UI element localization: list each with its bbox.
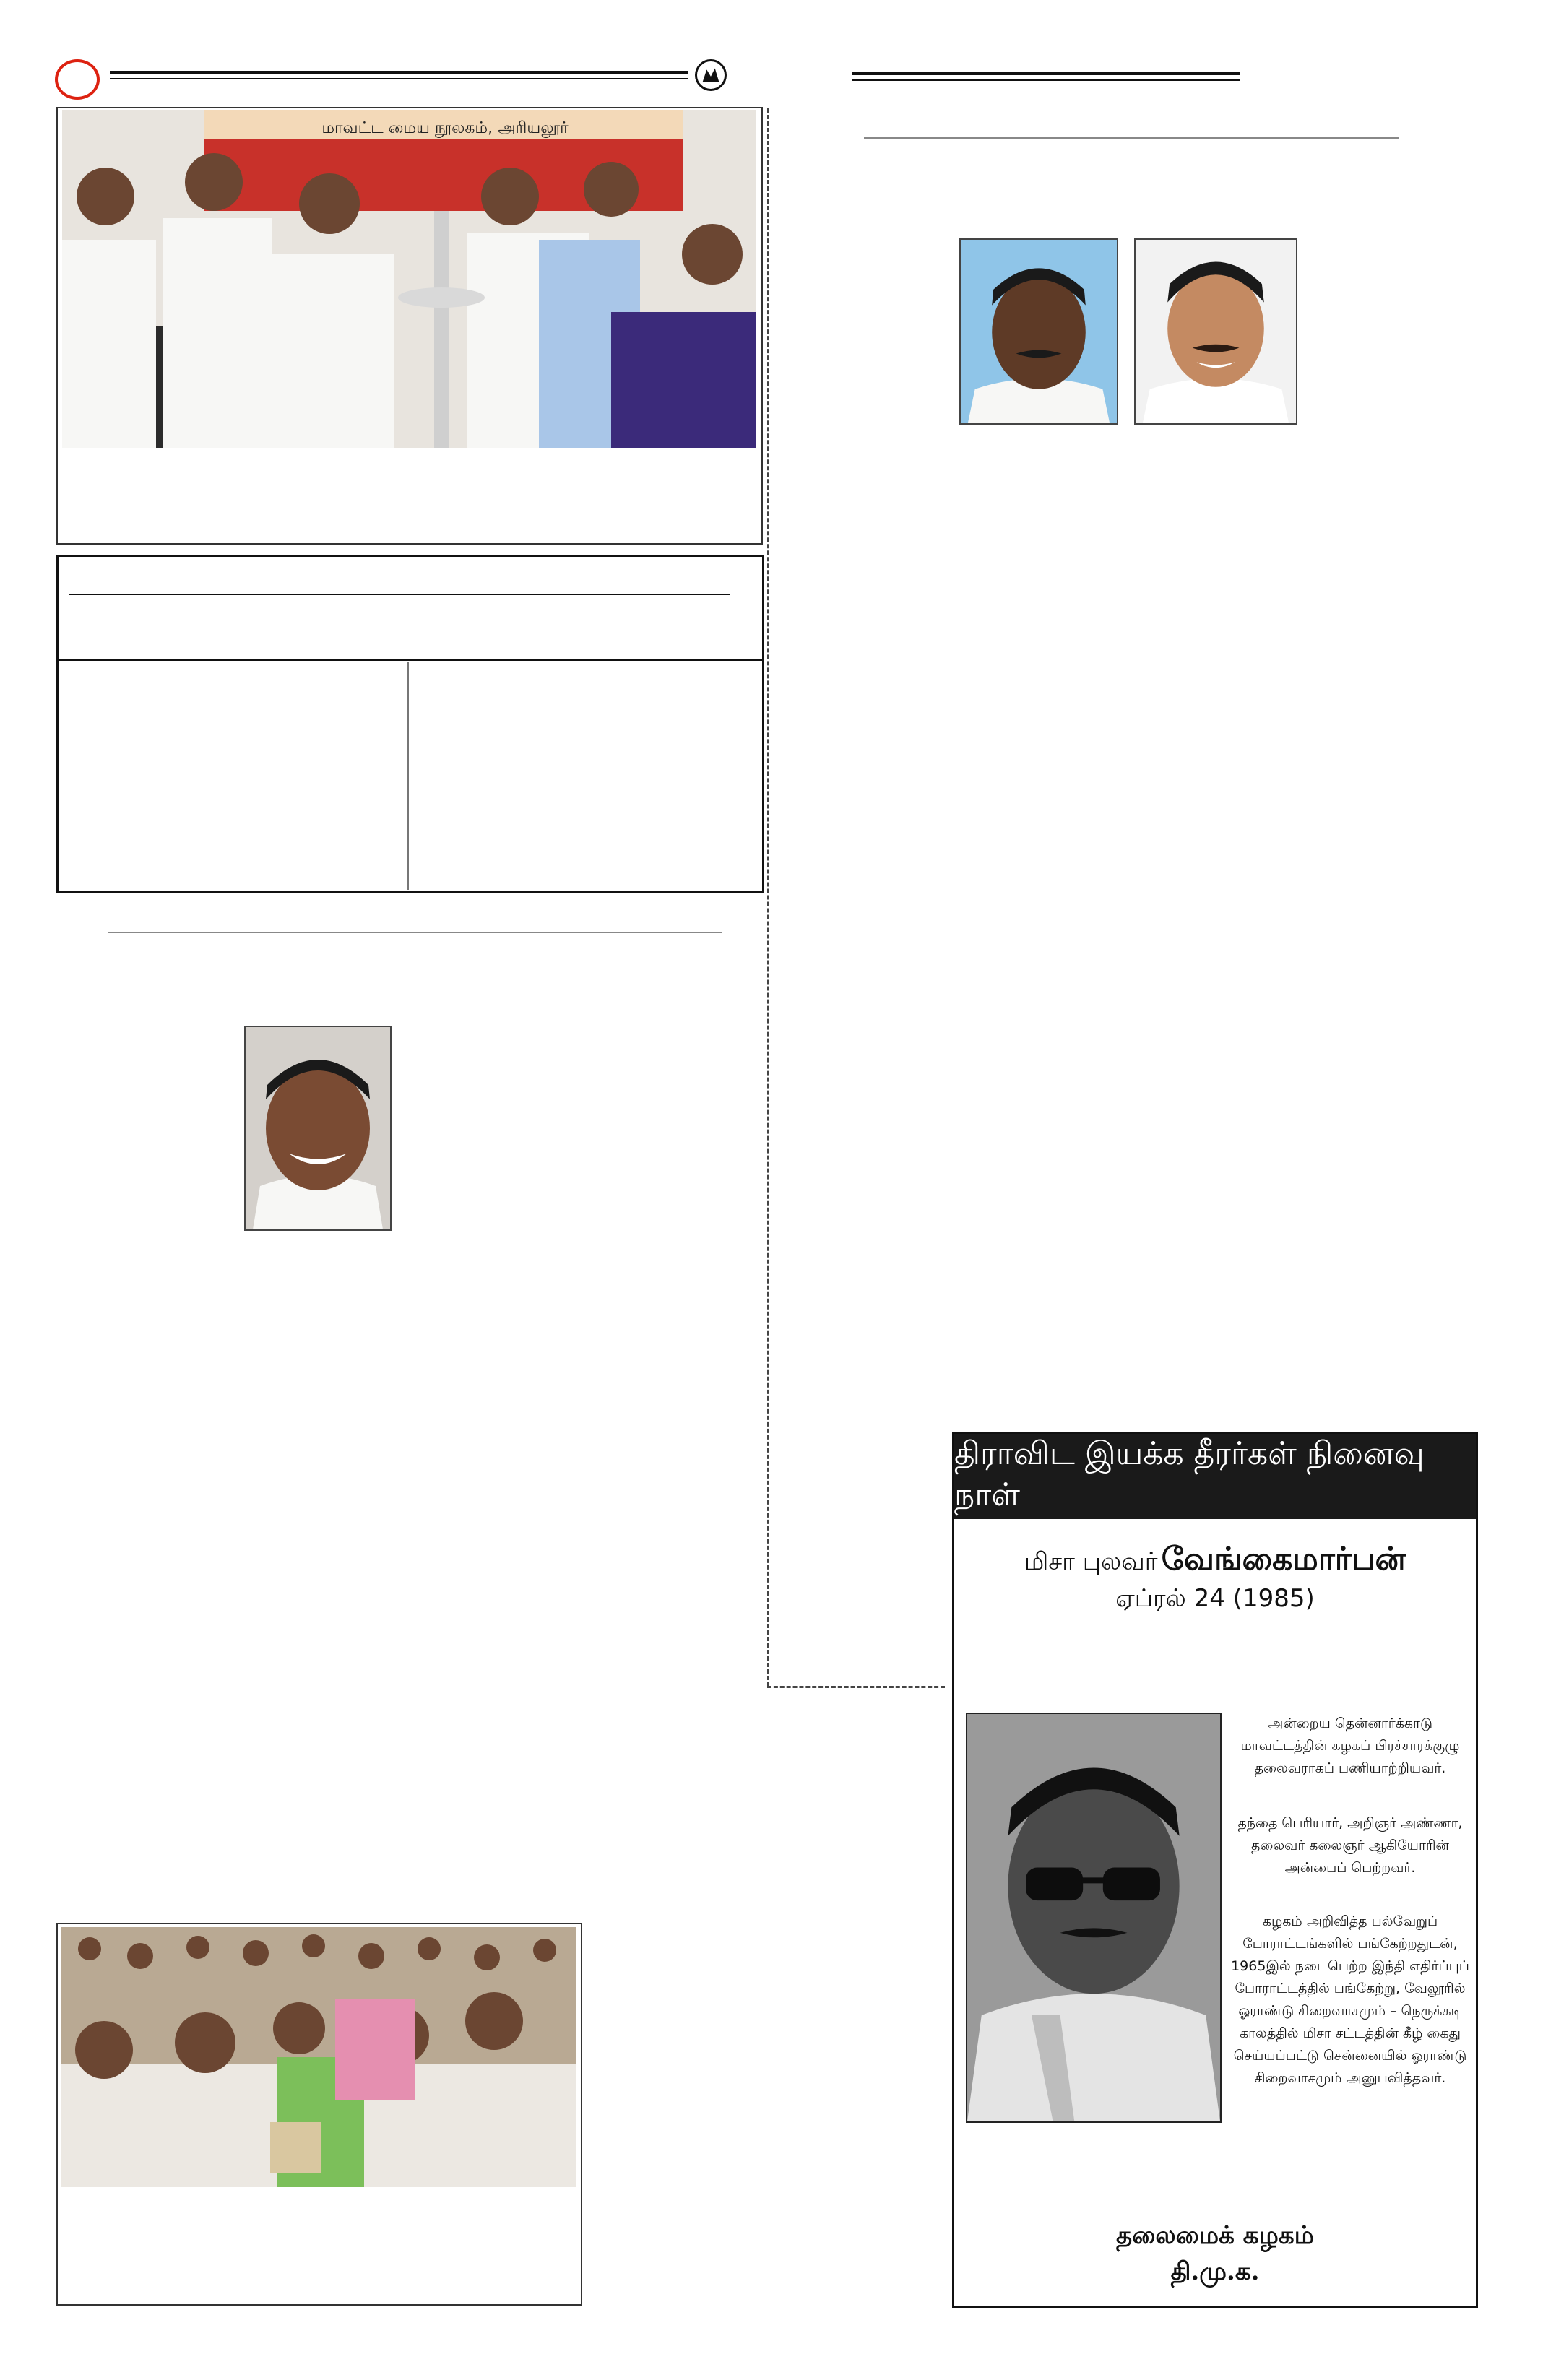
memorial-footer-1: தலைமைக் கழகம் [1116,2221,1314,2250]
memorial-portrait [966,1713,1222,2123]
boxed-article-divider [58,659,763,661]
memorial-heading: திராவிட இயக்க தீரர்கள் நினைவு நாள் [954,1434,1476,1519]
boxed-article-title-rule [69,594,730,595]
memorial-date: ஏப்ரல் 24 (1985) [1115,1584,1315,1613]
header-rule-bottom [110,78,688,79]
portrait-man-mustache-right [1134,238,1297,425]
header-rule-top [110,71,688,74]
column-separator-horizontal [767,1686,945,1688]
felicitation-photo [61,1927,576,2187]
memorial-bio-1: அன்றைய தென்னார்க்காடு மாவட்டத்தின் கழகப் பிரச்சாரக்குழு தலைவராகப் பணியாற்றியவர். [1240,1715,1460,1776]
memorial-name: வேங்கைமார்பன் [1161,1541,1406,1578]
right-header-rule-top [852,72,1240,75]
boxed-article [56,555,764,893]
lamp-lighting-photo [62,110,756,448]
memorial-footer-2: தி.மு.க. [1170,2257,1260,2286]
boxed-article-column-divider [407,662,409,890]
right-subheading-rule [864,137,1399,139]
portrait-smiling-man [244,1026,392,1231]
right-header-rule-bottom [852,79,1240,81]
memorial-bio-2: தந்தை பெரியார், அறிஞர் அண்ணா, தலைவர் கலைஞர் ஆகியோரின் அன்பைப் பெற்றவர். [1237,1815,1463,1876]
page-number-circle [55,59,100,100]
memorial-bio-3: கழகம் அறிவித்த பல்வேறுப் போராட்டங்களில் பங்கேற்றதுடன், 1965இல் நடைபெற்ற இந்தி எதிர்ப்புப் போராட்டத்தில் பங்கேற்று, வேலூரில் ஓராண்டு சிறைவாசமும் – நெருக்கடி காலத்தில் மிசா சட்டத்தின் கீழ் கைது செய்யப்பட்டு சென்னையில் ஓராண்டு சிறைவாசமும் அனுபவித்தவர். [1231,1913,1469,2086]
column-separator-vertical [767,108,769,1687]
left-story-heading-rule [108,932,722,933]
memorial-name-line [954,1541,1476,1582]
memorial-notice [952,1432,1478,2308]
party-logo-icon [695,59,727,91]
portrait-man-mustache-left [959,238,1118,425]
banner-text: மாவட்ட மைய நூலகம், அரியலூர் [321,119,569,137]
memorial-name-prefix: மிசா புலவர் [1024,1547,1158,1576]
